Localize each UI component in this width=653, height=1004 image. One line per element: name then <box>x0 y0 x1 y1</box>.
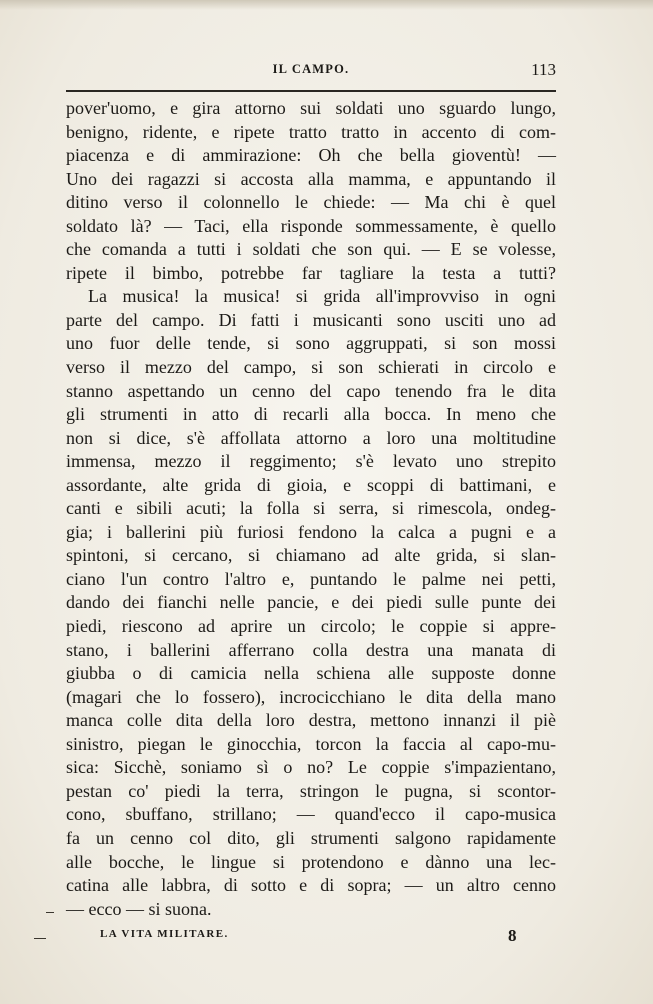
text-line: benigno, ridente, e ripete tratto tratto in accento di com- <box>66 121 556 142</box>
text-line: assordante, alte grida di gioia, e scoppi di battimani, e <box>66 474 556 495</box>
page-edge-shadow <box>0 0 653 10</box>
text-line: dando dei fianchi nelle pancie, e dei piedi sulle punte dei <box>66 592 556 613</box>
text-line: canti e sibili acuti; la folla si serra, si rimescola, ondeg- <box>66 498 556 519</box>
text-line: giubba o di camicia nella schiena alle supposte donne <box>66 663 556 684</box>
running-header <box>66 60 556 82</box>
text-line: sica: Sicchè, soniamo sì o no? Le coppie s'impazientano, <box>66 757 556 778</box>
text-line: verso il mezzo del campo, si son schierati in circolo e <box>66 357 556 378</box>
page-number: 113 <box>531 60 556 79</box>
header-rule <box>66 90 556 92</box>
text-line: che comanda a tutti i soldati che son qui. — E se volesse, <box>66 239 556 260</box>
text-line: spintoni, si cercano, si chiamano ad alte grida, si slan- <box>66 545 556 566</box>
text-line: gia; i ballerini più furiosi fendono la calca a pugni e a <box>66 521 556 542</box>
body-text <box>66 97 556 921</box>
text-line: ciano l'un contro l'altro e, puntando le palme nei petti, <box>66 568 556 589</box>
paragraph-end-line: — ecco — si suona. <box>66 898 212 919</box>
running-title: IL CAMPO. <box>272 62 350 76</box>
footer-title: LA VITA MILITARE. <box>100 928 229 940</box>
text-line: piedi, riescono ad aprire un circolo; le coppie si appre- <box>66 616 556 637</box>
text-line: gli strumenti in atto di recarli alla bocca. In meno che <box>66 404 556 425</box>
text-line: Uno dei ragazzi si accosta alla mamma, e appuntando il <box>66 168 556 189</box>
text-line: alle bocche, le lingue si protendono e dànno una lec- <box>66 851 556 872</box>
margin-tick <box>46 912 54 913</box>
text-line: immensa, mezzo il reggimento; s'è levato uno strepito <box>66 451 556 472</box>
text-line: soldato là? — Taci, ella risponde sommessamente, è quello <box>66 215 556 236</box>
text-line: pestan co' piedi la terra, stringon le pugna, si scontor- <box>66 780 556 801</box>
text-line: fa un cenno col dito, gli strumenti salgono rapidamente <box>66 827 556 848</box>
text-line: stano, i ballerini afferrano colla destra una manata di <box>66 639 556 660</box>
paragraph-start-line: La musica! la musica! si grida all'improvviso in ogni <box>88 286 556 307</box>
text-line: pover'uomo, e gira attorno sui soldati uno sguardo lungo, <box>66 98 556 118</box>
text-line: (magari che lo fossero), incrocicchiano le dita della mano <box>66 686 556 707</box>
text-line: non si dice, s'è affollata attorno a loro una moltitudine <box>66 427 556 448</box>
text-line: uno fuor delle tende, si sono aggruppati, si son mossi <box>66 333 556 354</box>
text-line: ditino verso il colonnello le chiede: — Ma chi è quel <box>66 192 556 213</box>
text-line: parte del campo. Di fatti i musicanti sono usciti uno ad <box>66 309 556 330</box>
text-line: cono, sbuffano, strillano; — quand'ecco il capo-musica <box>66 804 556 825</box>
text-line: ripete il bimbo, potrebbe far tagliare la testa a tutti? <box>66 262 556 283</box>
text-line: stanno aspettando un cenno del capo tenendo fra le dita <box>66 380 556 401</box>
text-line: catina alle labbra, di sotto e di sopra; — un altro cenno <box>66 875 556 896</box>
margin-tick <box>34 938 46 939</box>
text-line: manca colle dita della loro destra, mettono innanzi il piè <box>66 710 556 731</box>
signature-mark: 8 <box>508 926 517 945</box>
text-line: piacenza e di ammirazione: Oh che bella gioventù! — <box>66 145 556 166</box>
text-line: sinistro, piegan le ginocchia, torcon la faccia al capo-mu- <box>66 733 556 754</box>
